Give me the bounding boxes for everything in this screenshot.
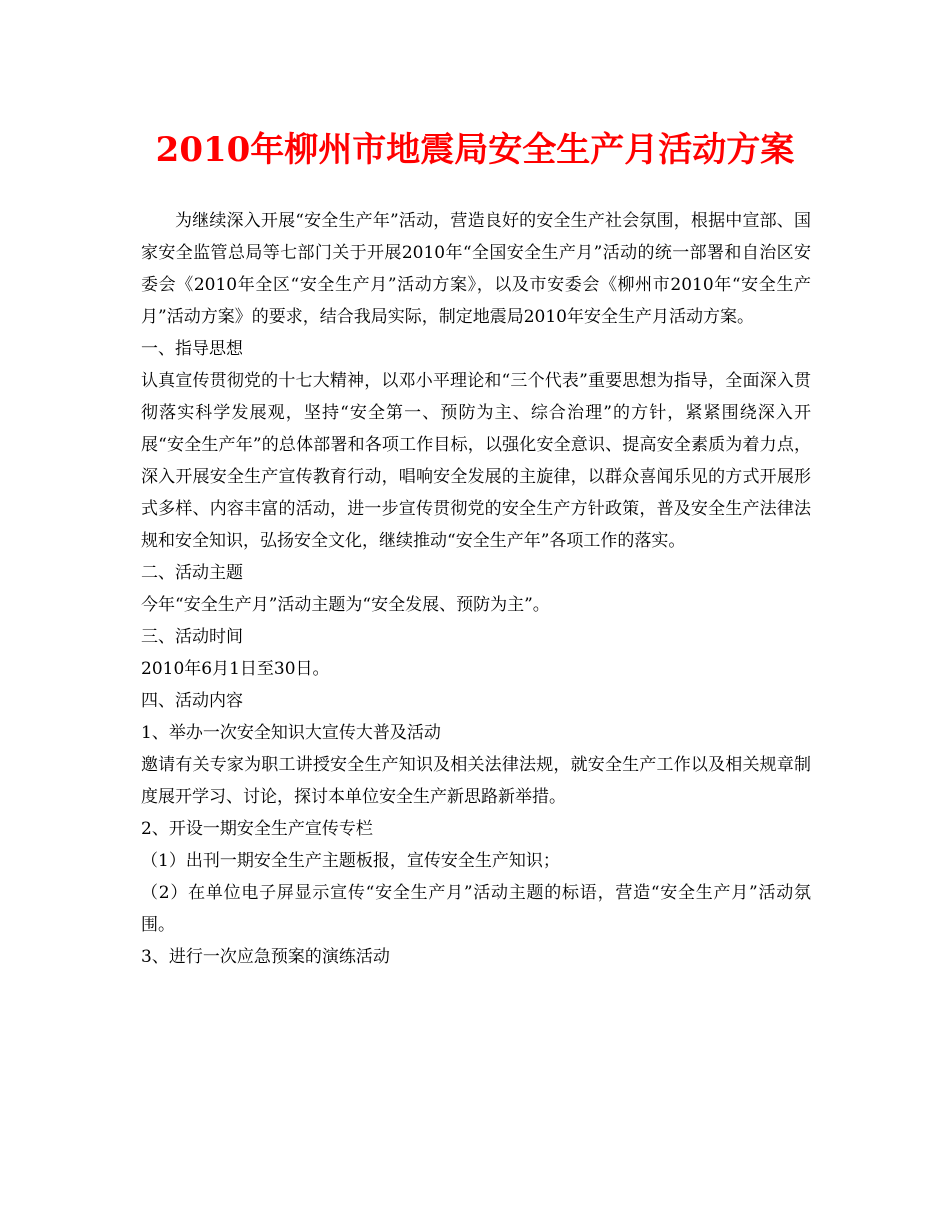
section-heading-activity-content: 四、活动内容 <box>141 691 243 711</box>
document-body <box>141 205 811 973</box>
content-item-2-sub-1: （1）出刊一期安全生产主题板报，宣传安全生产知识； <box>141 851 560 871</box>
content-item-1-paragraph: 邀请有关专家为职工讲授安全生产知识及相关法律法规，就安全生产工作以及相关规章制度展开学习、讨论，探讨本单位安全生产新思路新举措。 <box>141 755 811 807</box>
section-heading-activity-theme: 二、活动主题 <box>141 563 243 583</box>
content-item-2-sub-2: （2）在单位电子屏显示宣传“安全生产月”活动主题的标语，营造“安全生产月”活动氛围。 <box>141 883 811 935</box>
section-heading-activity-time: 三、活动时间 <box>141 627 243 647</box>
guiding-ideology-paragraph: 认真宣传贯彻党的十七大精神，以邓小平理论和“三个代表”重要思想为指导，全面深入贯彻落实科学发展观，坚持“安全第一、预防为主、综合治理”的方针，紧紧围绕深入开展“安全生产年”的总体部署和各项工作目标，以强化安全意识、提高安全素质为着力点，深入开展安全生产宣传教育行动，唱响安全发展的主旋律，以群众喜闻乐见的方式开展形式多样、内容丰富的活动，进一步宣传贯彻党的安全生产方针政策，普及安全生产法律法规和安全知识，弘扬安全文化，继续推动“安全生产年”各项工作的落实。 <box>141 371 811 551</box>
content-item-2-heading: 2、开设一期安全生产宣传专栏 <box>141 819 373 839</box>
content-item-3-heading: 3、进行一次应急预案的演练活动 <box>141 947 390 967</box>
section-heading-guiding-ideology: 一、指导思想 <box>141 339 243 359</box>
activity-theme-paragraph: 今年“安全生产月”活动主题为“安全发展、预防为主”。 <box>141 595 550 615</box>
content-item-1-heading: 1、举办一次安全知识大宣传大普及活动 <box>141 723 441 743</box>
intro-paragraph: 为继续深入开展“安全生产年”活动，营造良好的安全生产社会氛围，根据中宣部、国家安全监管总局等七部门关于开展2010年“全国安全生产月”活动的统一部署和自治区安委会《2010年全区“安全生产月”活动方案》，以及市安委会《柳州市2010年“安全生产月”活动方案》的要求，结合我局实际，制定地震局2010年安全生产月活动方案。 <box>141 211 811 327</box>
document-title: 2010年柳州市地震局安全生产月活动方案 <box>155 130 795 170</box>
activity-time-paragraph: 2010年6月1日至30日。 <box>141 659 330 679</box>
